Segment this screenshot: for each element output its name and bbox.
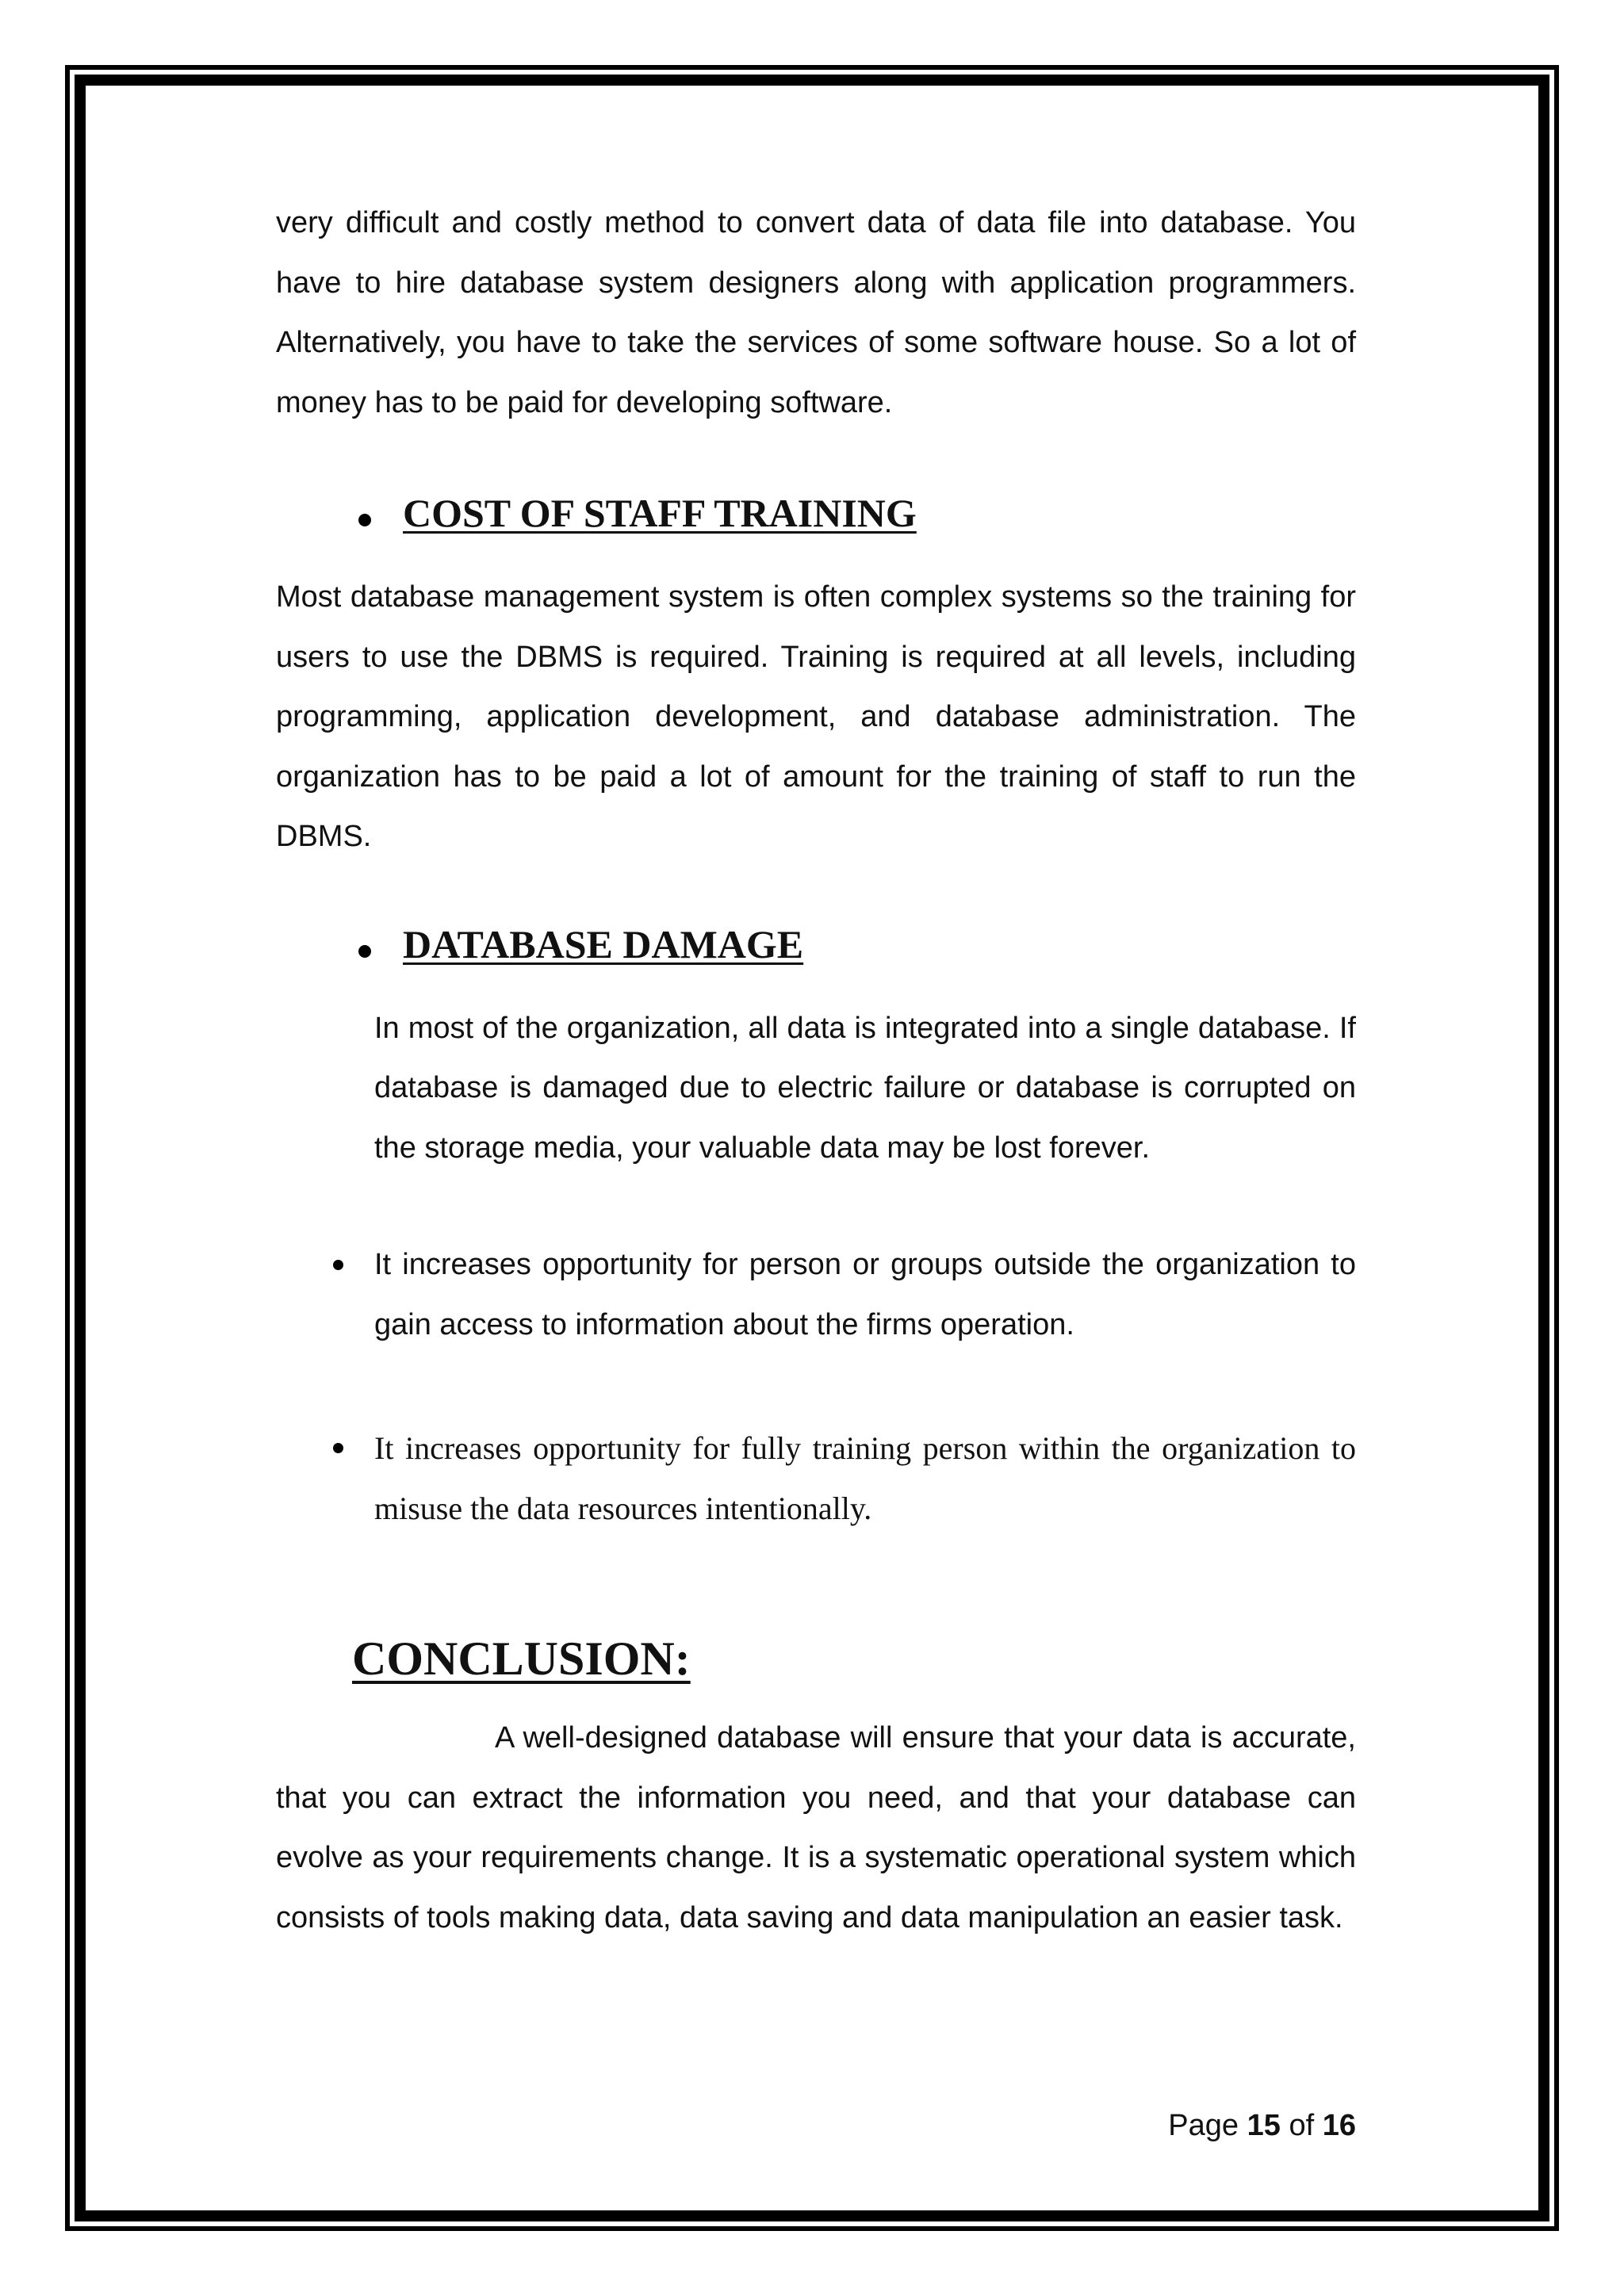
section-heading-staff-training xyxy=(276,482,1356,553)
list-item-text: It increases opportunity for fully training person within the organization to misuse the data resources intentionally. xyxy=(374,1430,1356,1526)
page-number: 15 xyxy=(1247,2109,1281,2142)
list-item xyxy=(276,1235,1356,1355)
list-item xyxy=(276,1418,1356,1538)
list-item-text: It increases opportunity for person or groups outside the organization to gain access to information about the firms operation. xyxy=(374,1248,1356,1341)
section-heading-database-damage xyxy=(276,913,1356,985)
bullet-icon xyxy=(333,1260,343,1270)
page-footer xyxy=(1168,2109,1356,2143)
staff-training-paragraph: Most database management system is often complex systems so the training for users to use the DBMS is required. Training is required at all levels, including programming, application development, and database administration. The organization has to be paid a lot of amount for the training of staff to run the DBMS. xyxy=(276,580,1356,853)
bullet-icon xyxy=(358,945,371,958)
section-heading-text: COST OF STAFF TRAINING xyxy=(403,491,917,535)
page-content xyxy=(276,193,1356,1948)
page-total: 16 xyxy=(1322,2109,1356,2142)
conclusion-heading: CONCLUSION: xyxy=(352,1632,691,1685)
page-label: Page xyxy=(1168,2109,1239,2142)
section-heading-text: DATABASE DAMAGE xyxy=(403,921,804,966)
bullet-icon xyxy=(358,514,371,526)
intro-paragraph: very difficult and costly method to convert data of data file into database. You have to hire database system designers along with application programmers. Alternatively, you have to take the services of some software house. So a lot of money has to be paid for developing software. xyxy=(276,206,1356,419)
database-damage-paragraph: In most of the organization, all data is integrated into a single database. If database is damaged due to electric failure or database is corrupted on the storage media, your valuable data may be lost forever. xyxy=(374,1011,1356,1165)
conclusion-paragraph: A well-designed database will ensure that your data is accurate, that you can extract the information you need, and that your database can evolve as your requirements change. It is a systematic operational system which consists of tools making data, data saving and data manipulation an easier task. xyxy=(276,1721,1356,1934)
of-label: of xyxy=(1289,2109,1315,2142)
bullet-icon xyxy=(333,1443,343,1453)
